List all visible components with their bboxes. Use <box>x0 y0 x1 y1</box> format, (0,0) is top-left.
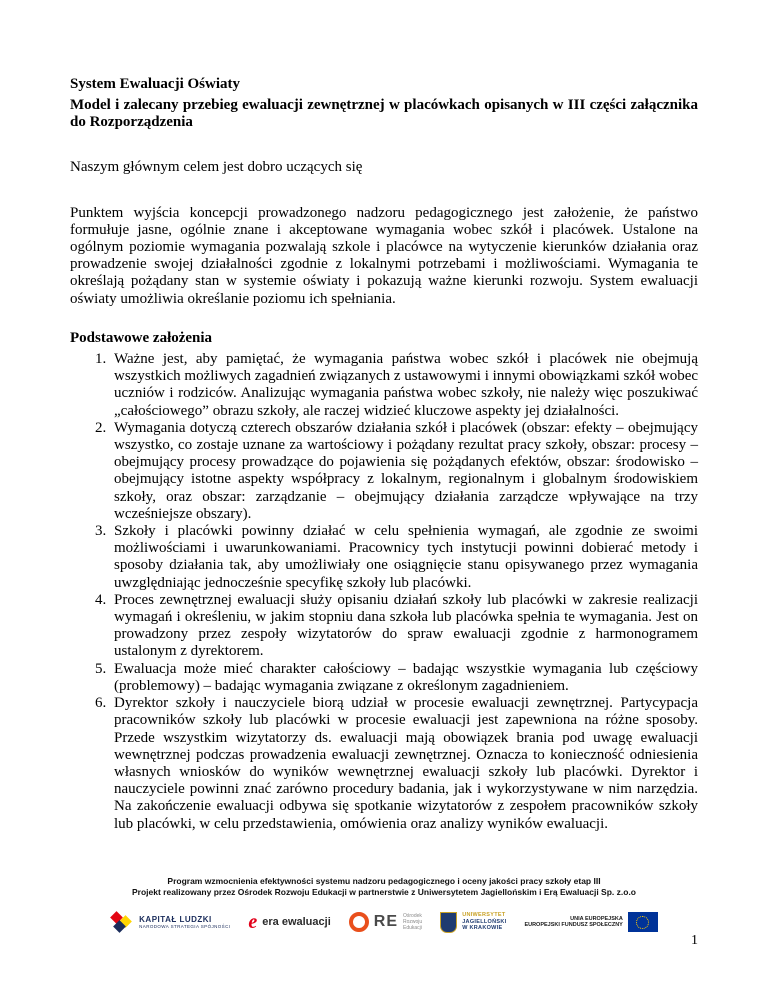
eu-stars-icon <box>636 916 649 929</box>
ore-text <box>403 913 422 931</box>
ore-mark-label: RE <box>373 913 398 930</box>
uj-text-line: UNIWERSYTET <box>462 912 506 919</box>
list-item: 5. Ewaluacja może mieć charakter całościowy – badając wszystkie wymagania lub częściowy (problemowy) – badając wymagania związane z określonym zagadnieniem. <box>110 661 698 695</box>
logo-kapital-ludzki <box>110 910 230 934</box>
logo-era-ewaluacji <box>248 912 330 932</box>
era-ewaluacji-label: era ewaluacji <box>262 916 331 928</box>
footer <box>0 876 768 934</box>
uj-text <box>462 912 506 932</box>
uj-crest-icon <box>440 912 457 933</box>
section-heading: Podstawowe założenia <box>70 329 213 346</box>
footer-logos <box>70 910 698 934</box>
uj-text-line: W KRAKOWIE <box>462 925 503 932</box>
intro-paragraph: Punktem wyjścia koncepcji prowadzonego nadzoru pedagogicznego jest założenie, że państwo formułuje jasne, ogólnie znane i akceptowane wymagania wobec szkół i placówek. Ustalone na ogólnym poziomie wymagania pozwalają szkole i placówce na wytyczenie kierunków działania oraz prowadzenie swojej działalności zgodnie z lokalnymi potrzebami i możliwościami. Wymagania te określają pożądany stan w systemie oświaty i pokazują ważne kierunki rozwoju. System ewaluacji oświaty umożliwia określanie poziomu ich spełniania. <box>70 204 698 307</box>
motto-line: Naszym głównym celem jest dobro uczących się <box>70 159 363 176</box>
kapital-ludzki-emblem-icon <box>110 910 134 934</box>
ore-text-line: Ośrodek <box>403 913 422 919</box>
logo-ore <box>349 912 422 932</box>
footer-project-line: Projekt realizowany przez Ośrodek Rozwoju Edukacji w partnerstwie z Uniwersytetem Jagiellońskim i Erą Ewaluacji Sp. z.o.o <box>131 886 636 897</box>
list-item: 3. Szkoły i placówki powinny działać w celu spełnienia wymagań, ale zgodnie ze swoimi możliwościami i uwarunkowaniami. Pracownicy tych instytucji powinni dobierać metody i sposoby działania tak, aby umożliwiały one osiągnięcie stanu opisywanego przez wymagania uwzględniając jednocześnie specyfikę szkoły lub placówki. <box>110 523 698 592</box>
eu-text-line: EUROPEJSKI FUNDUSZ SPOŁECZNY <box>524 922 623 928</box>
eu-flag-icon <box>628 912 658 932</box>
page-number: 1 <box>691 933 698 948</box>
uj-text-line: JAGIELLOŃSKI <box>462 918 507 925</box>
ore-text-line: Edukacji <box>403 925 422 931</box>
logo-unia-europejska <box>524 912 657 932</box>
document-subtitle: Model i zalecany przebieg ewaluacji zewnętrznej w placówkach opisanych w III części załącznika do Rozporządzenia <box>70 97 698 131</box>
list-item: 2. Wymagania dotyczą czterech obszarów działania szkół i placówek (obszar: efekty – obejmujący wszystko, co zostaje uznane za wartościowy i pożądany rezultat pracy szkoły, obszar: procesy – obejmujący procesy prowadzące do pojawienia się pożądanych efektów, obszar: środowisko – obejmujący istotne aspekty współpracy z lokalnym, regionalnym i globalnym środowiskiem szkoły, oraz obszar: zarządzanie – obejmujący działania zarządcze wpływające na trzy wcześniejsze obszary). <box>110 420 698 523</box>
kapital-ludzki-sublabel: NARODOWA STRATEGIA SPÓJNOŚCI <box>139 924 231 929</box>
logo-uniwersytet-jagiellonski <box>440 912 506 933</box>
assumptions-list <box>70 351 698 833</box>
list-item: 1. Ważne jest, aby pamiętać, że wymagania państwa wobec szkół i placówek nie obejmują wszystkich możliwych zagadnień związanych z ustawowymi i innymi obowiązkami szkół wobec uczniów i rodziców. Analizując wymagania państwa wobec szkoły, nie należy więc poszukiwać „całościowego” obrazu szkoły, ale raczej widzieć kluczowe aspekty jej działalności. <box>110 351 698 420</box>
document-title: System Ewaluacji Oświaty <box>70 76 240 92</box>
kapital-ludzki-label: KAPITAŁ LUDZKI <box>139 915 212 924</box>
footer-program-line: Program wzmocnienia efektywności systemu nadzoru pedagogicznego i oceny jakości pracy szkoły etap III <box>167 876 601 886</box>
era-ewaluacji-e-icon: e <box>248 911 258 933</box>
list-item: 6. Dyrektor szkoły i nauczyciele biorą udział w procesie ewaluacji zewnętrznej. Partycypacja pracowników szkoły lub placówki w procesie ewaluacji jest zapewniona na różne sposoby. Przede wszystkim wizytatorzy ds. ewaluacji mają obowiązek brania pod uwagę ewaluacji wewnętrznej podczas prowadzenia ewaluacji zewnętrznej. Oznacza to konieczność odniesienia własnych wniosków do wyników wewnętrznej ewaluacji szkoły lub placówki. Dyrektor i nauczyciele powinni znać zarówno procedury badania, jak i wykorzystywane w nim narzędzia. Na zakończenie ewaluacji odbywa się spotkanie wizytatorów z zespołem pracowników szkoły lub placówki, w celu przedstawienia, omówienia oraz analizy wyników ewaluacji. <box>110 695 698 833</box>
ore-text-line: Rozwoju <box>403 919 423 925</box>
eu-text <box>524 916 622 929</box>
kapital-ludzki-text <box>139 915 230 929</box>
eu-text-line: UNIA EUROPEJSKA <box>570 915 623 922</box>
ore-circle-icon <box>349 912 369 932</box>
list-item: 4. Proces zewnętrznej ewaluacji służy opisaniu działań szkoły lub placówki w zakresie realizacji wymagań i określeniu, w jakim stopniu dana szkoła lub placówka spełnia te wymagania. Jest on prowadzony przez zespoły wizytatorów do spraw ewaluacji zgodnie z harmonogramem ustalonym z dyrektorem. <box>110 592 698 661</box>
